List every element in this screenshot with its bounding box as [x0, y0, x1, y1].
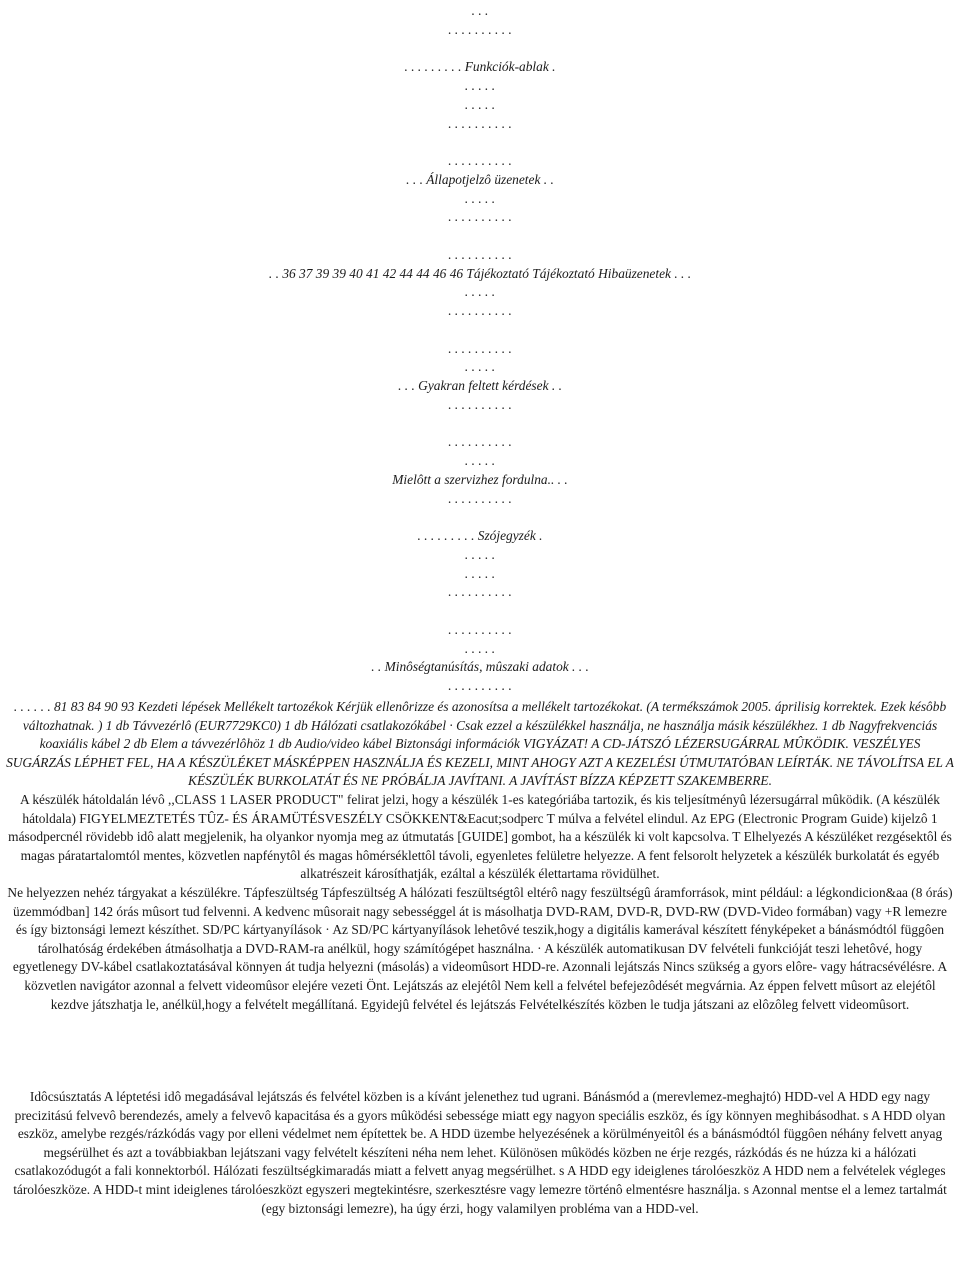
intro-section — [6, 698, 954, 1014]
toc-line: . . . . . . . . . Funkciók-ablak . — [404, 59, 556, 75]
toc-line: . . . . . . . . . . — [448, 340, 512, 356]
hdd-handling-section — [6, 1088, 954, 1218]
toc-line: . . . . . . . . . . — [448, 303, 512, 318]
toc-line: . . Minôségtanúsítás, mûszaki adatok . . . — [371, 659, 589, 675]
toc-line: . . . . . . . . . . — [448, 21, 512, 37]
toc-line: . . . . . — [464, 546, 496, 562]
toc-line: . . . . . — [464, 78, 496, 93]
toc-line: . . . . . — [464, 96, 496, 112]
accessories-and-safety-text: . . . . . . 81 83 84 90 93 Kezdeti lépések Mellékelt tartozékok Kérjük ellenôrizze és azonosítsa a mellékelt tartozékokat. (A termékszámok 2005. áprilisig korrektek. Ezek késôbb változhatnak. ) 1 db Távvezérlô (EUR7729KC0) 1 db Hálózati csatlakozókábel · Csak ezzel a készülékkel használja, ne használja másik készülékhez. 1 db Nagyfrekvenciás koaxiális kábel 2 db Elem a távvezérlôhöz 1 db Audio/video kábel Biztonsági információk VIGYÁZAT! A CD-JÁTSZÓ LÉZERSUGÁRRAL MÛKÖDIK. VESZÉLYES SUGÁRZÁS LÉPHET FEL, HA A KÉSZÜLÉKET MÁSKÉPPEN HASZNÁLJA ÉS KEZELI, MINT AHOGY AZT A KEZELÉSI ÚTMUTATÓBAN LEÍRTÁK. NE TÁVOLÍTSA EL A KÉSZÜLÉK BURKOLATÁT ÉS NE PRÓBÁLJA JAVÍTANI. A JAVÍTÁST BÍZZA KÉPZETT SZAKEMBERRE. — [6, 699, 954, 789]
toc-line: . . . . . . . . . Szójegyzék . — [417, 528, 543, 543]
toc-line: . . . . . . . . . . — [448, 678, 512, 693]
toc-line: . . . . . . . . . . — [448, 584, 512, 600]
toc-line: . . . . . — [464, 565, 496, 581]
laser-and-placement-text: A készülék hátoldalán lévô ,,CLASS 1 LASER PRODUCT" felirat jelzi, hogy a készülék 1-es kategóriába tartozik, és kis teljesítményû lézersugárral mûködik. (A készülék hátoldala) FIGYELMEZTETÉS TÛZ- ÉS ÁRAMÜTÉSVESZÉLY CSÖKKENT&Eacut;sodperc T múlva a felvétel elindul. Az EPG (Electronic Program Guide) kijelzô 1 másodpercnél rövidebb idô alatt megjelenik, ha olyankor nyomja meg az útmutatás [GUIDE] gombot, ha a készülék ki volt kapcsolva. T Elhelyezés A készüléket rezgésektôl és magas páratartalomtól mentes, közvetlen napfénytôl és magas hômérséklettôl távoli, egyenletes felületre helyezze. A fent felsorolt helyzetek a készülék burkolatát és egyéb alkatrészeit károsíthatják, ezáltal a készülék élettartama rövidülhet. — [8, 791, 952, 882]
toc-line: . . . Gyakran feltett kérdések . . — [398, 378, 562, 393]
toc-line: . . . . . . . . . . — [448, 621, 512, 637]
toc-line: . . . . . — [464, 640, 496, 656]
toc-line: . . . . . . . . . . — [448, 115, 512, 131]
toc-line: . . . . . — [464, 190, 496, 206]
hdd-handling-text: Idôcsúsztatás A léptetési idô megadásával lejátszás és felvétel közben is a kívánt jelenethez tud ugrani. Bánásmód a (merevlemez-meghajtó) HDD-vel A HDD egy nagy precizitású felvevô berendezés, amely a felvevô kapacitása és a gyors mûködési sebessége miatt egy nagyon speciális eszköz, és így könnyen meghibásodhat. s A HDD olyan eszköz, amelybe rezgés/rázkódás vagy por elleni védelmet nem építettek be. A HDD üzembe helyezésének a körülményeitôl és a bánásmódtól függôen néhány felvett anyag megsérülhet és azt a továbbiakban lejátszani vagy felvételt készíteni néha nem lehet. Különösen mûködés közben ne érje rezgés, rázkódás és ne húzza ki a hálózati csatlakozódugót a fali konnektorból. Hálózati feszültségkimaradás miatt a felvett anyag megsérülhet. s A HDD egy ideiglenes tárolóeszköz A HDD nem a felvételek végleges tárolóeszköze. A HDD-t mint ideiglenes tárolóeszközt egyszeri megtekintésre, szerkesztésre vagy lemezre történô elmentésre használja. s Azonnal mentse el a lemez tartalmát (egy biztonsági lemezre), ha úgy érzi, hogy valamilyen probléma van a HDD-vel. — [13, 1089, 947, 1216]
toc-line: . . . . . — [464, 284, 496, 300]
toc-line: . . . — [471, 3, 489, 18]
toc-line: . . 36 37 39 39 40 41 42 44 44 46 46 Tájékoztató Tájékoztató Hibaüzenetek . . . — [268, 265, 692, 281]
toc-line: . . . . . . . . . . — [448, 246, 512, 262]
toc-line: Mielôtt a szervizhez fordulna.. . . — [392, 471, 568, 487]
toc-line: . . . Állapotjelzô üzenetek . . — [406, 171, 554, 187]
power-and-features-text: Ne helyezzen nehéz tárgyakat a készülékre. Tápfeszültség Tápfeszültség A hálózati feszültségtôl eltérô nagy feszültségû áramforrások, mint például: a légkondicion&aa (8 órás) üzemmódban] 142 órás mûsort tud felvenni. A kedvenc mûsorait nagy sebességgel át is másolhatja DVD-RAM, DVD-R, DVD-RW (DVD-Video formában) vagy +R lemezre és így biztonsági lemezt készíthet. SD/PC kártyanyílások · Az SD/PC kártyanyílások lehetôvé teszik,hogy a digitális kamerával készített fényképeket a bánásmódtól függôen tárolhatóság érdekében átmásolhatja a DVD-RAM-ra anélkül, hogy számítógépet használna. · A készülék automatikusan DV felvételi funkcióját teszi lehetôvé, hogy egyetlenegy DV-kábel csatlakoztatásával könnyen át tudja helyezni (másolás) a videomûsort HDD-re. Azonnali lejátszás Nincs szükség a gyors elôre- vagy hátracsévélésre. A közvetlen navigátor azonnal a felvett videomûsor elejére vezeti Önt. Lejátszás az elejétôl Nem kell a felvétel befejezôdését megvárnia. Az éppen felvett mûsort az elejétôl kezdve játszhatja le, anélkül,hogy a felvételt megállítaná. Egyidejû felvétel és lejátszás Felvételkészítés közben le tudja játszani az elôzôleg felvett videomûsort. — [7, 884, 953, 1012]
toc-line: . . . . . . . . . . — [448, 209, 512, 225]
toc-line: . . . . . . . . . . — [448, 153, 512, 168]
toc-line: . . . . . — [464, 453, 496, 468]
toc-line: . . . . . . . . . . — [448, 490, 512, 506]
toc-line: . . . . . — [464, 359, 496, 375]
toc-line: . . . . . . . . . . — [448, 396, 512, 412]
toc-line: . . . . . . . . . . — [448, 434, 512, 450]
